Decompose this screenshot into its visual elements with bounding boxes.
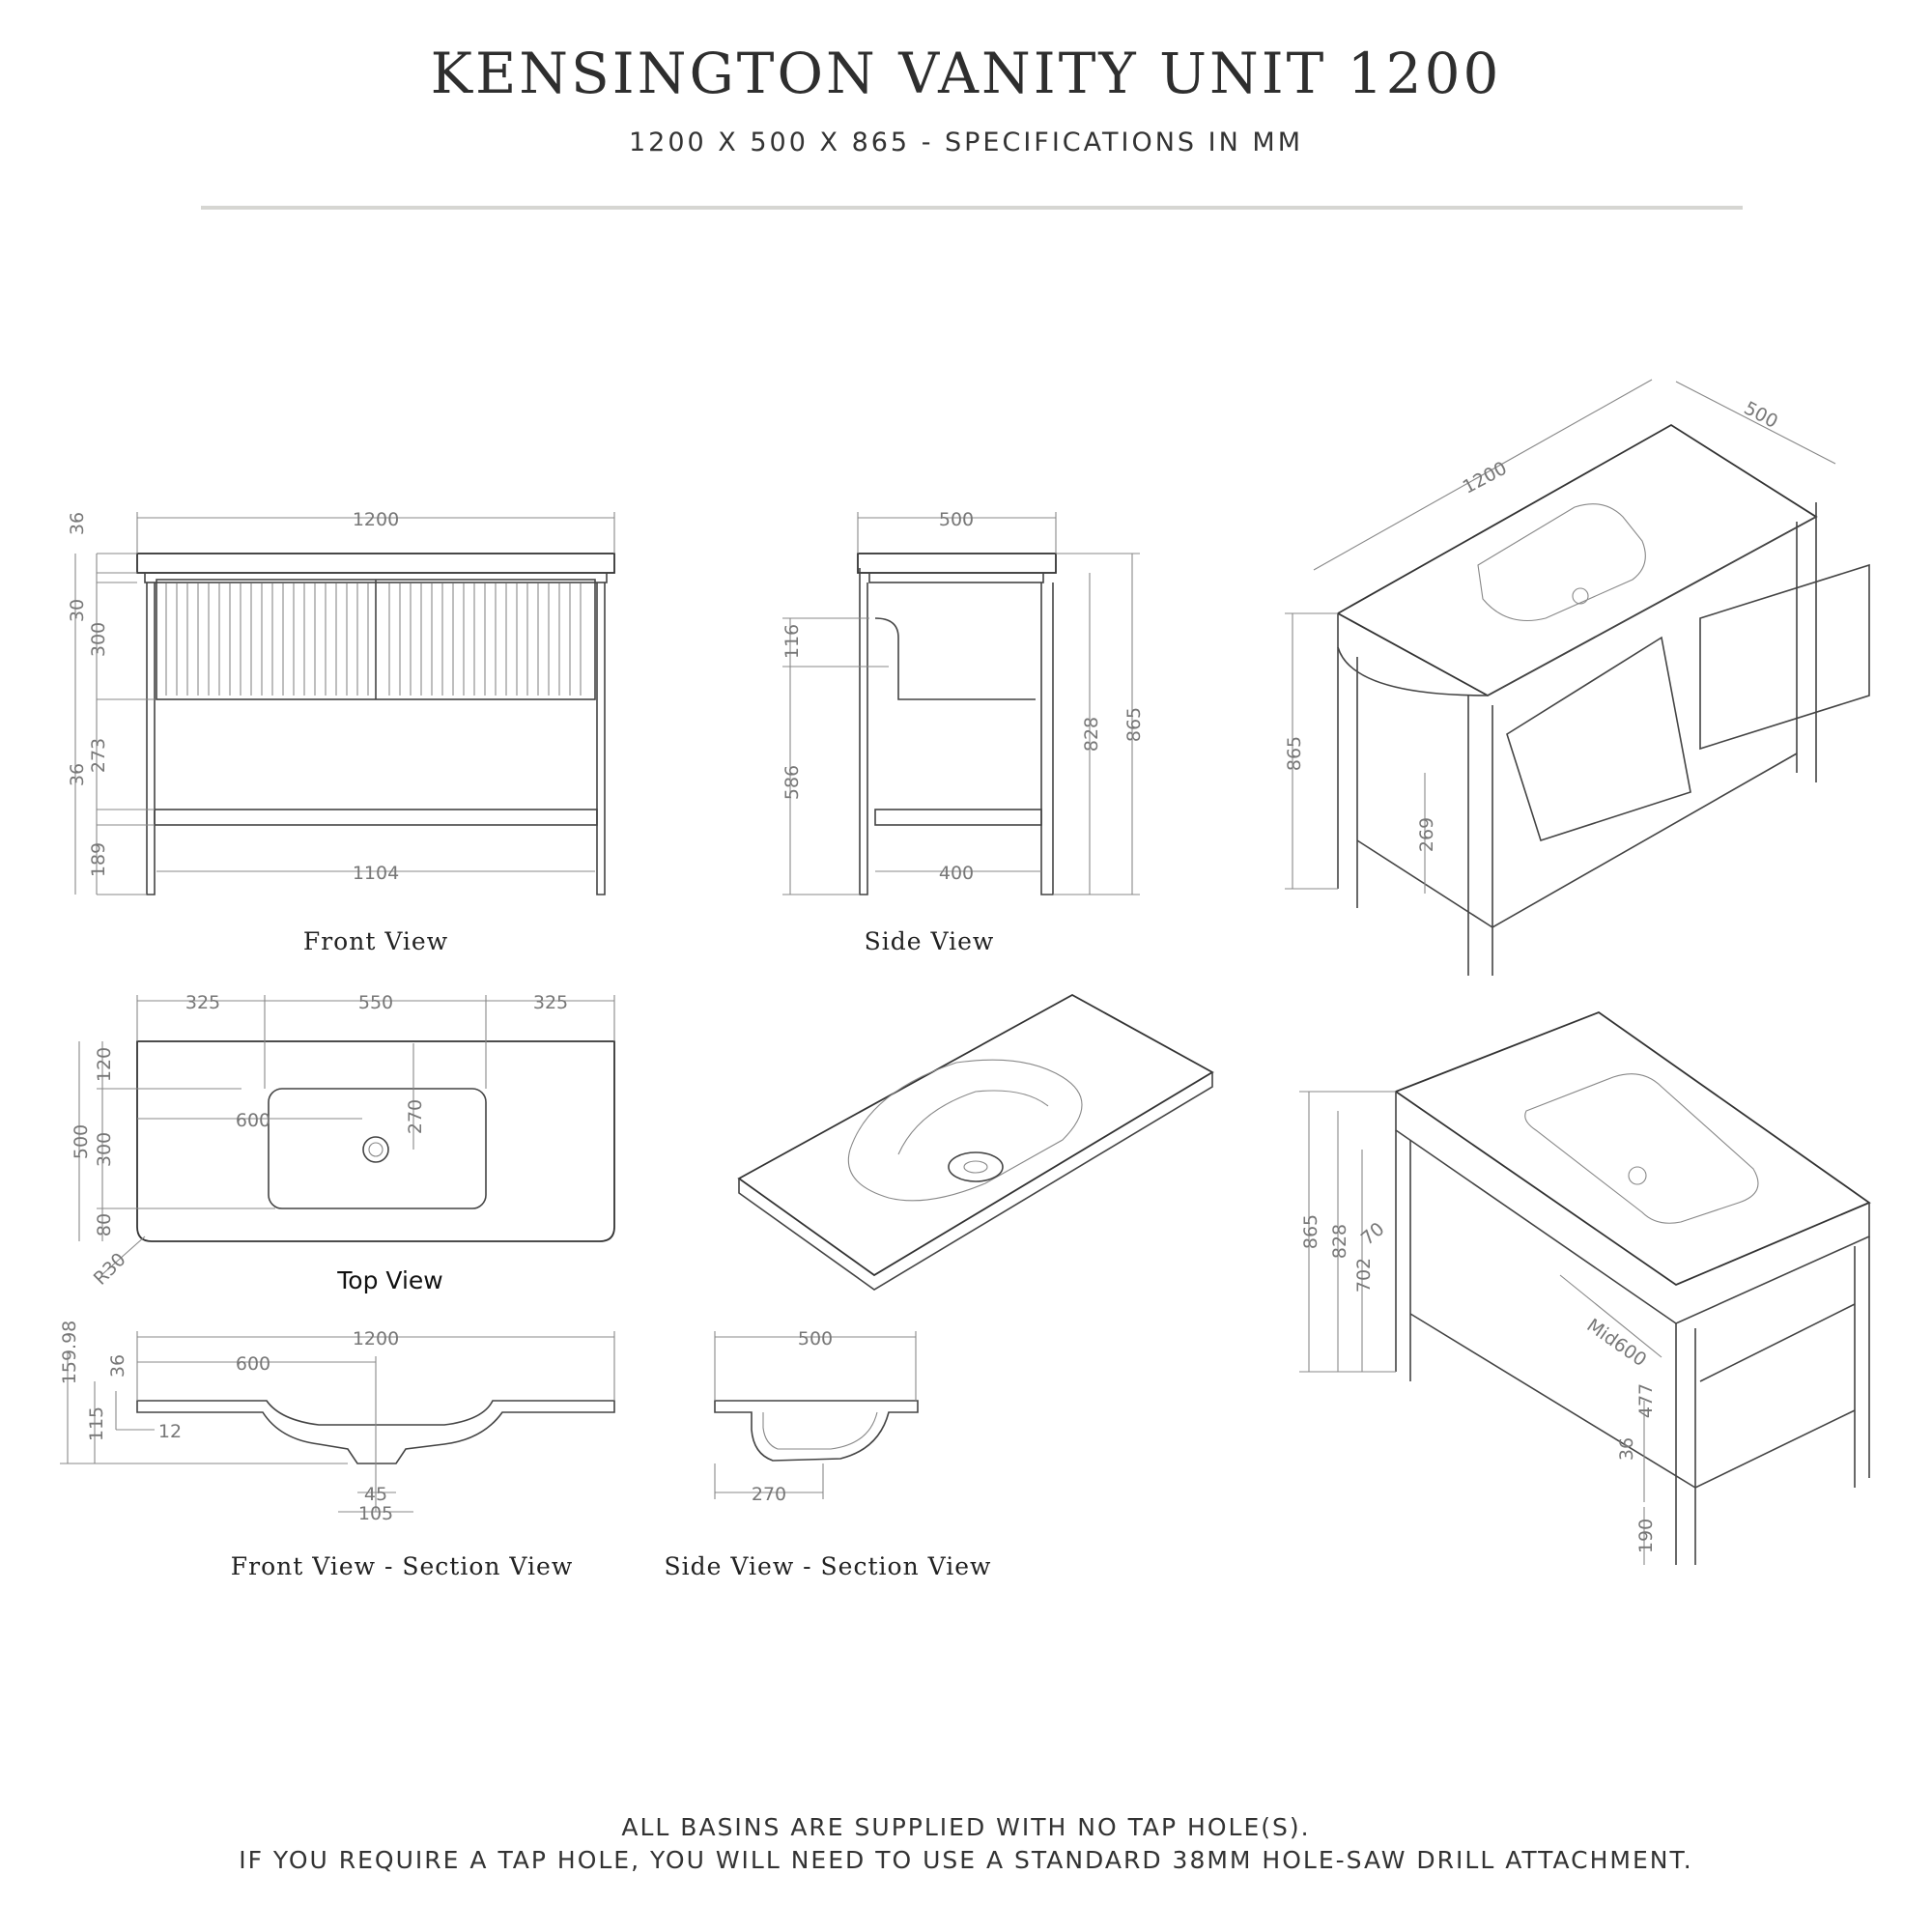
iso-bottom-inner-label: 702 [1353,1257,1375,1293]
section-lip-label: 12 [157,1421,183,1442]
side-lower-label: 586 [781,764,803,801]
front-section-drawing [60,1331,614,1512]
page-subtitle: 1200 X 500 X 865 - SPECIFICATIONS IN MM [629,128,1303,157]
front-section-caption: Front View - Section View [230,1552,574,1580]
iso-bottom-shelf-label: 477 [1635,1382,1657,1419]
side-body-label: 828 [1081,716,1102,753]
front-open-label: 273 [88,737,109,774]
iso-open-drawers-drawing [1285,380,1869,976]
section-outer-label: 105 [357,1503,394,1524]
iso-bottom-front-label: 70 [1356,1218,1389,1250]
side-section-depth-label: 500 [797,1328,834,1350]
side-section-bowl-label: 270 [751,1484,787,1505]
front-view-caption: Front View [302,927,449,955]
side-depth-label: 500 [938,509,975,530]
front-rail-label: 30 [67,598,88,623]
iso-top-width-label: 1200 [1459,457,1511,498]
top-overall-label: 500 [71,1123,92,1160]
top-drain-label: 270 [405,1098,426,1135]
top-basin-label: 550 [357,992,394,1013]
iso-closed-drawing [1299,1012,1869,1565]
footer-note-line-2: IF YOU REQUIRE A TAP HOLE, YOU WILL NEED TO USE A STANDARD 38MM HOLE-SAW DRILL ATTACHMENT. [239,1846,1693,1874]
section-center-label: 600 [235,1353,271,1375]
section-waste-label: 45 [363,1484,388,1505]
side-section-drawing [715,1331,918,1499]
section-width-label: 1200 [352,1328,400,1350]
front-shelf-label: 36 [67,762,88,787]
side-upper-label: 116 [781,623,803,660]
iso-top-shelf-label: 269 [1416,816,1437,853]
top-view-drawing [79,995,614,1275]
top-left-label: 325 [185,992,221,1013]
iso-bottom-total-label: 865 [1300,1213,1321,1250]
iso-basin-drawing [739,995,1212,1290]
section-body-label: 115 [86,1406,107,1442]
front-top-label: 36 [67,511,88,536]
side-inner-label: 400 [938,863,975,884]
front-width-label: 1200 [352,509,400,530]
top-basin-depth-label: 300 [94,1131,115,1168]
section-overall-label: 159.98 [59,1320,80,1385]
iso-top-height-label: 865 [1284,735,1305,772]
top-front-label: 120 [94,1046,115,1083]
iso-bottom-rail-label: 36 [1616,1436,1637,1462]
top-radius-label: R30 [89,1248,130,1290]
iso-bottom-leg-label: 190 [1635,1518,1657,1554]
top-back-label: 80 [94,1212,115,1237]
top-center-label: 600 [235,1110,271,1131]
front-drawer-label: 300 [88,621,109,658]
iso-bottom-mid-label: Mid600 [1582,1314,1651,1372]
side-view-caption: Side View [864,927,995,955]
side-section-caption: Side View - Section View [664,1552,992,1580]
iso-top-depth-label: 500 [1740,397,1781,433]
top-view-caption: Top View [337,1266,443,1294]
top-right-label: 325 [532,992,569,1013]
section-top-label: 36 [107,1353,128,1378]
side-total-label: 865 [1123,706,1145,743]
footer-note-line-1: ALL BASINS ARE SUPPLIED WITH NO TAP HOLE(S). [621,1813,1311,1841]
front-view-drawing [75,512,614,895]
page-title: KENSINGTON VANITY UNIT 1200 [430,41,1502,106]
front-leg-label: 189 [88,841,109,878]
side-view-drawing [782,512,1140,895]
front-inner-label: 1104 [352,863,400,884]
iso-bottom-body-label: 828 [1329,1223,1350,1260]
